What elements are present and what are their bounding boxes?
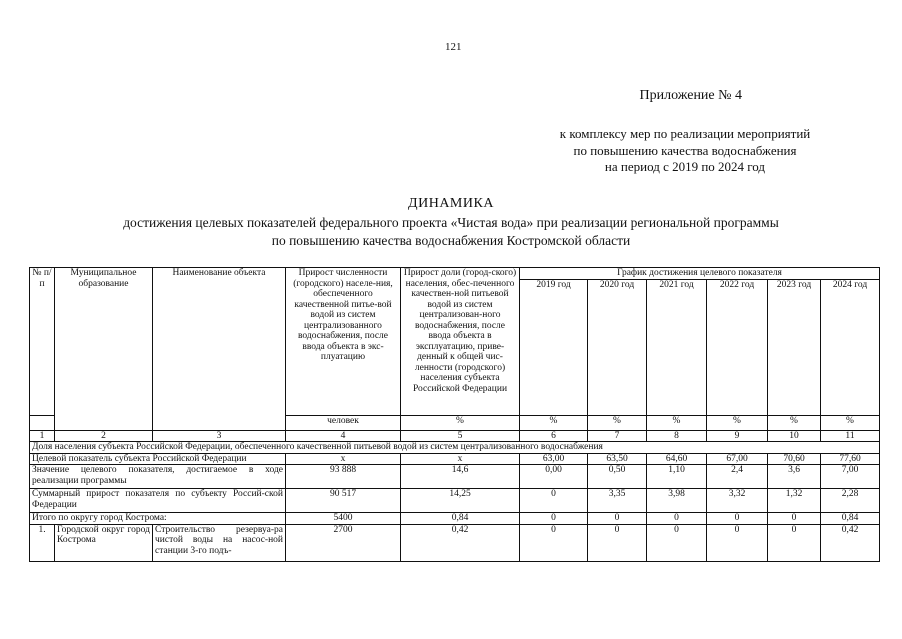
table-row bbox=[30, 465, 880, 489]
table-row bbox=[30, 489, 880, 513]
column-number: 6 bbox=[520, 430, 588, 442]
row-value: 0 bbox=[520, 513, 588, 525]
row-share: 14,25 bbox=[401, 489, 520, 513]
appendix-line: на период с 2019 по 2024 год bbox=[604, 159, 766, 174]
row-value: 0 bbox=[520, 524, 588, 561]
header-unit-pct: % bbox=[588, 415, 647, 430]
column-number: 2 bbox=[55, 430, 153, 442]
row-value: 3,32 bbox=[707, 489, 768, 513]
column-number: 1 bbox=[30, 430, 55, 442]
appendix-line: по повышению качества водоснабжения bbox=[573, 142, 797, 158]
section-title: Доля населения субъекта Российской Федерации, обеспеченного качественной питьевой водой из систем централизованного водоснабжения bbox=[30, 442, 880, 454]
header-year: 2020 год bbox=[588, 279, 647, 415]
document-subtitle bbox=[0, 214, 902, 250]
row-object: Строительство резервуа-ра чистой воды на насос-ной станции 3-го подъ- bbox=[153, 524, 286, 561]
header-unit-pct: % bbox=[768, 415, 821, 430]
row-label: Целевой показатель субъекта Российской Федерации bbox=[30, 453, 286, 465]
document-title: ДИНАМИКА bbox=[408, 196, 494, 211]
header-unit-pct: % bbox=[647, 415, 707, 430]
row-share: 14,6 bbox=[401, 465, 520, 489]
header-year: 2019 год bbox=[520, 279, 588, 415]
header-unit-people: человек bbox=[286, 415, 401, 430]
header-unit-pct: % bbox=[821, 415, 880, 430]
row-num: 1. bbox=[30, 524, 55, 561]
header-num: № п/п bbox=[30, 268, 55, 416]
row-value: 0 bbox=[768, 524, 821, 561]
header-unit-pct: % bbox=[520, 415, 588, 430]
page-number: 121 bbox=[445, 41, 462, 53]
column-number: 9 bbox=[707, 430, 768, 442]
row-value: 1,10 bbox=[647, 465, 707, 489]
row-value: 0 bbox=[588, 524, 647, 561]
row-value: 3,98 bbox=[647, 489, 707, 513]
row-value: 0 bbox=[707, 524, 768, 561]
header-municipality: Муниципальное образование bbox=[55, 268, 153, 431]
row-value: 0,50 bbox=[588, 465, 647, 489]
row-value: 0 bbox=[707, 513, 768, 525]
column-number: 4 bbox=[286, 430, 401, 442]
header-share-increase: Прирост доли (город-ского) населения, обес-печенного качествен-ной питьевой водой из систем централизован-ного водоснабжения, после ввода объекта в эксплуатацию, приве-денный к общей чис-ленности (городского) населения субъекта Российской Федерации bbox=[401, 268, 520, 416]
row-value: 7,00 bbox=[821, 465, 880, 489]
header-unit-pct: % bbox=[401, 415, 520, 430]
row-value: 0 bbox=[647, 524, 707, 561]
row-people: 93 888 bbox=[286, 465, 401, 489]
subtitle-line: достижения целевых показателей федерального проекта «Чистая вода» при реализации региональной программы bbox=[123, 215, 779, 230]
row-value: 67,00 bbox=[707, 453, 768, 465]
row-people: x bbox=[286, 453, 401, 465]
row-value: 0 bbox=[520, 489, 588, 513]
column-numbers-row bbox=[30, 430, 880, 442]
table-row bbox=[30, 513, 880, 525]
column-number: 5 bbox=[401, 430, 520, 442]
column-number: 11 bbox=[821, 430, 880, 442]
row-label: Значение целевого показателя, достигаемое в ходе реализации программы bbox=[30, 465, 286, 489]
row-value: 70,60 bbox=[768, 453, 821, 465]
row-share: 0,84 bbox=[401, 513, 520, 525]
column-number: 8 bbox=[647, 430, 707, 442]
row-value: 0,84 bbox=[821, 513, 880, 525]
header-year: 2023 год bbox=[768, 279, 821, 415]
appendix-title: Приложение № 4 bbox=[639, 88, 742, 103]
row-value: 0 bbox=[647, 513, 707, 525]
row-people: 90 517 bbox=[286, 489, 401, 513]
row-value: 0 bbox=[768, 513, 821, 525]
header-unit-pct: % bbox=[707, 415, 768, 430]
row-value: 63,50 bbox=[588, 453, 647, 465]
row-share: 0,42 bbox=[401, 524, 520, 561]
row-value: 2,28 bbox=[821, 489, 880, 513]
row-value: 1,32 bbox=[768, 489, 821, 513]
row-value: 63,00 bbox=[520, 453, 588, 465]
row-people: 5400 bbox=[286, 513, 401, 525]
column-number: 7 bbox=[588, 430, 647, 442]
header-unit-empty bbox=[30, 415, 55, 430]
header-year: 2022 год bbox=[707, 279, 768, 415]
appendix-subtitle bbox=[540, 126, 830, 176]
header-year: 2021 год bbox=[647, 279, 707, 415]
row-share: x bbox=[401, 453, 520, 465]
header-object: Наименование объекта bbox=[153, 268, 286, 431]
header-schedule: График достижения целевого показателя bbox=[520, 268, 880, 280]
row-value: 0 bbox=[588, 513, 647, 525]
header-population-increase: Прирост численности (городского) населе-ния, обеспеченного качественной питье-вой водой из систем централизованного водоснабжения, после ввода объекта в экс-плуатацию bbox=[286, 268, 401, 416]
appendix-line: к комплексу мер по реализации мероприятий bbox=[559, 126, 811, 141]
row-value: 3,6 bbox=[768, 465, 821, 489]
column-number: 3 bbox=[153, 430, 286, 442]
row-value: 77,60 bbox=[821, 453, 880, 465]
row-label: Итого по округу город Кострома: bbox=[30, 513, 286, 525]
row-value: 3,35 bbox=[588, 489, 647, 513]
header-year: 2024 год bbox=[821, 279, 880, 415]
row-value: 2,4 bbox=[707, 465, 768, 489]
row-municipality: Городской округ город Кострома bbox=[55, 524, 153, 561]
table-row bbox=[30, 524, 880, 561]
row-value: 0,00 bbox=[520, 465, 588, 489]
table-row bbox=[30, 453, 880, 465]
row-value: 0,42 bbox=[821, 524, 880, 561]
row-people: 2700 bbox=[286, 524, 401, 561]
row-label: Суммарный прирост показателя по субъекту Россий-ской Федерации bbox=[30, 489, 286, 513]
subtitle-line: по повышению качества водоснабжения Костромской области bbox=[271, 233, 631, 248]
indicators-table bbox=[29, 267, 880, 562]
column-number: 10 bbox=[768, 430, 821, 442]
row-value: 64,60 bbox=[647, 453, 707, 465]
